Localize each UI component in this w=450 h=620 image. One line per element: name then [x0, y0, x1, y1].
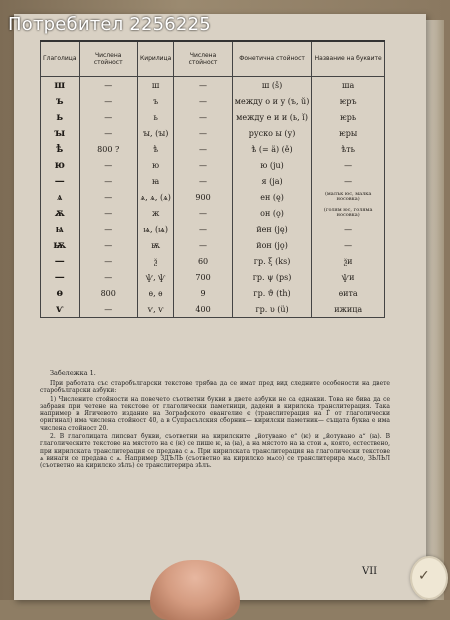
header-letter-name: Название на буквите — [312, 41, 385, 77]
table-cell: гр. ϑ (th) — [232, 285, 312, 301]
table-row — [41, 93, 385, 109]
table-cell: ѱи — [312, 269, 385, 285]
table-cell: — — [174, 141, 232, 157]
notes-paragraph: 2. В глаголицата липсват букви, съответни на кирилските „йотувано е“ (ѥ) и „йотувано а“ (ꙗ). В глаголическите текстове на мястото на є (ѥ) се пише ѥ, ꙗ (ꙗ), а на мястото на ꙗ стои ѧ, която, естествено, при кирилската транслитерация се предава с ѧ. При кирилската транслитерация на глаголически текстове ѧ винаги се предава с ѧ. Например ЗДЪЛЬ (съответно на кирилско мѧсо) се транслитерира мѧсо, ЗЬЛЬЛ (съответно на кирилско зѣлъ) се транслитерира зѣлъ. — [40, 433, 390, 470]
table-cell: — — [174, 221, 232, 237]
table-cell: (голям юс, голяма носовка) — [312, 205, 385, 221]
table-cell: 800 ? — [79, 141, 137, 157]
table-cell: ѭ — [137, 237, 173, 253]
table-cell: ѩ — [41, 221, 80, 237]
table-cell: ѣ (= ä) (ě) — [232, 141, 312, 157]
notes-section — [40, 370, 390, 471]
table-cell: ѱ, ѱ — [137, 269, 173, 285]
table-cell: — — [79, 253, 137, 269]
notes-paragraph: При работата със старобългарски текстове трябва да се имат пред вид следните особености на двете старобългарски азбуки: — [40, 379, 390, 395]
table-cell: — — [79, 269, 137, 285]
table-row — [41, 221, 385, 237]
table-row — [41, 237, 385, 253]
table-cell: — — [174, 173, 232, 189]
table-cell: ѧ, ѧ, (ѧ) — [137, 189, 173, 205]
table-cell: ю — [41, 157, 80, 173]
user-watermark: Потребител 2256225 — [8, 14, 211, 35]
table-cell: ъ — [137, 93, 173, 109]
table-cell: 700 — [174, 269, 232, 285]
table-cell: ѳ, ѳ — [137, 285, 173, 301]
table-cell: 60 — [174, 253, 232, 269]
header-glagolitic: Глаголица — [41, 41, 80, 77]
header-phonetic-value: Фонетична стойност — [232, 41, 312, 77]
alphabet-table — [40, 40, 385, 318]
table-row — [41, 285, 385, 301]
table-cell: гр. ψ (ps) — [232, 269, 312, 285]
table-cell: ѫ — [41, 205, 80, 221]
table-cell: 900 — [174, 189, 232, 205]
table-cell: ъ — [41, 93, 80, 109]
table-cell: ꙑ, (ꙑ) — [137, 125, 173, 141]
table-cell: — — [174, 77, 232, 94]
table-row — [41, 173, 385, 189]
table-row — [41, 301, 385, 318]
table-cell: ѵ, ѵ — [137, 301, 173, 318]
table-cell: ен (ę) — [232, 189, 312, 205]
table-cell: ѯи — [312, 253, 385, 269]
table-cell: — — [41, 269, 80, 285]
table-cell: ѯ — [137, 253, 173, 269]
table-cell: ꙗ — [137, 173, 173, 189]
table-row — [41, 109, 385, 125]
table-cell: ѥръ — [312, 93, 385, 109]
table-row — [41, 189, 385, 205]
table-cell: йен (ję) — [232, 221, 312, 237]
notes-paragraph: 1) Числените стойности на повечето съответни букви в двете азбуки не са еднакви. Това не бива да се забравя при четене на текстове от глаголически паметници, дадени в кирилска транслитерация. Така например в Ягичевото издание на Зографското евангелие є (транслитерация на Ѓ от глаголически оригинал) има числена стойност 40, а в Супрасълския сборник— кирилски паметник— същата буква е има числена стойност 20. — [40, 395, 390, 432]
table-row — [41, 141, 385, 157]
page-number: VII — [362, 566, 378, 577]
table-cell: — — [79, 189, 137, 205]
table-cell: гр. ξ (ks) — [232, 253, 312, 269]
table-cell: — — [79, 109, 137, 125]
table-cell: — — [79, 77, 137, 94]
table-cell: ѳита — [312, 285, 385, 301]
table-row — [41, 125, 385, 141]
table-cell: ь — [137, 109, 173, 125]
table-row — [41, 269, 385, 285]
table-row — [41, 205, 385, 221]
table-cell: ѣть — [312, 141, 385, 157]
table-cell: — — [174, 157, 232, 173]
table-cell: — — [312, 237, 385, 253]
table-cell: ѥры — [312, 125, 385, 141]
table-cell: — — [174, 237, 232, 253]
table-cell: ж — [137, 205, 173, 221]
table-cell: ѵ — [41, 301, 80, 318]
header-cyrillic: Кирилица — [137, 41, 173, 77]
table-cell: я (ja) — [232, 173, 312, 189]
table-cell: между е и и (ь, ĭ) — [232, 109, 312, 125]
table-cell: — — [312, 173, 385, 189]
table-cell: — — [79, 157, 137, 173]
table-cell: — — [174, 205, 232, 221]
table-cell: (малък юс, малка носовка) — [312, 189, 385, 205]
seller-badge — [410, 556, 448, 600]
header-numeric-value-2: Числена стойност — [174, 41, 232, 77]
table-cell: — — [174, 109, 232, 125]
table-cell: — — [312, 221, 385, 237]
table-cell: ижица — [312, 301, 385, 318]
table-cell: ѳ — [41, 285, 80, 301]
table-cell: гр. υ (ü) — [232, 301, 312, 318]
table-cell: — — [174, 93, 232, 109]
book-page-edge — [426, 20, 444, 600]
table-cell: 9 — [174, 285, 232, 301]
table-header-row — [41, 41, 385, 77]
table-cell: — — [41, 173, 80, 189]
table-cell: ѧ — [41, 189, 80, 205]
table-cell: 800 — [79, 285, 137, 301]
table-cell: ѣ — [137, 141, 173, 157]
table-row — [41, 77, 385, 94]
table-cell: 400 — [174, 301, 232, 318]
table-cell: ѥрь — [312, 109, 385, 125]
table-cell: ю (ju) — [232, 157, 312, 173]
table-cell: ѣ — [41, 141, 80, 157]
table-cell: он (ǫ) — [232, 205, 312, 221]
table-cell: ѩ, (ѩ) — [137, 221, 173, 237]
table-cell: — — [174, 125, 232, 141]
table-cell: ш (š) — [232, 77, 312, 94]
table-cell: ю — [137, 157, 173, 173]
table-cell: — — [79, 237, 137, 253]
table-cell: — — [79, 221, 137, 237]
table-cell: — — [79, 93, 137, 109]
table-cell: ь — [41, 109, 80, 125]
table-cell: — — [79, 301, 137, 318]
table-cell: ѭ — [41, 237, 80, 253]
header-numeric-value-1: Числена стойност — [79, 41, 137, 77]
table-cell: руско ы (у) — [232, 125, 312, 141]
table-cell: — — [312, 157, 385, 173]
badge-check-icon: ✓ — [418, 568, 430, 584]
table-cell: ш — [137, 77, 173, 94]
table-cell: — — [79, 205, 137, 221]
table-row — [41, 157, 385, 173]
table-cell: ш — [41, 77, 80, 94]
table-cell: йон (jǫ) — [232, 237, 312, 253]
table-body — [41, 77, 385, 318]
table-cell: ꙑ — [41, 125, 80, 141]
table-cell: — — [79, 173, 137, 189]
notes-title: Забележка 1. — [50, 369, 96, 377]
table-cell: между о и у (ъ, ŭ) — [232, 93, 312, 109]
table-row — [41, 253, 385, 269]
table-cell: — — [79, 125, 137, 141]
table-cell: ша — [312, 77, 385, 94]
table-cell: — — [41, 253, 80, 269]
